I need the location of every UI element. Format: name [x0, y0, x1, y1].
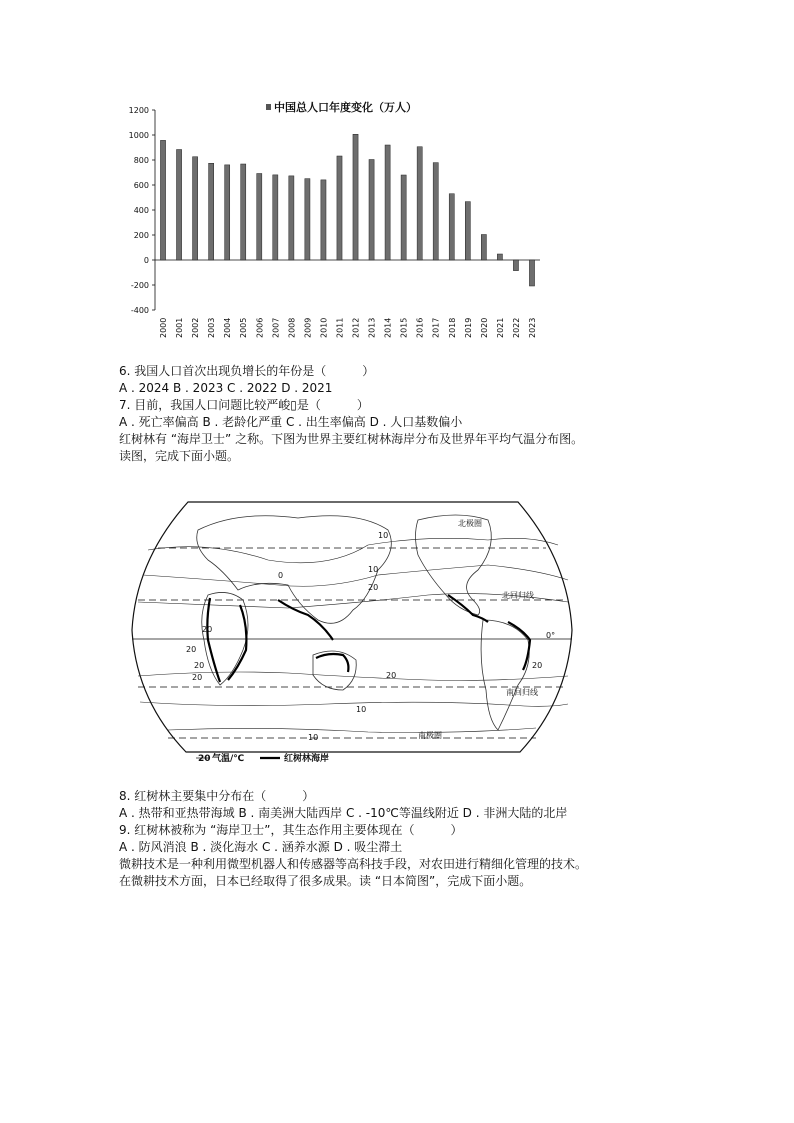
- world-mangrove-map: [128, 490, 576, 766]
- bar-2016: [417, 147, 422, 260]
- isotherm-label: 10: [356, 705, 367, 714]
- x-tick-label: 2010: [319, 317, 329, 338]
- x-tick-label: 2021: [495, 317, 505, 338]
- y-tick-label: 800: [133, 156, 149, 165]
- bar-2023: [529, 260, 534, 286]
- bar-2014: [385, 145, 390, 260]
- question-9: 9. 红树林被称为 “海岸卫士”，其生态作用主要体现在（ ）: [119, 823, 463, 837]
- bar-2000: [160, 140, 165, 260]
- x-tick-label: 2011: [335, 317, 345, 338]
- x-tick-label: 2014: [383, 317, 393, 338]
- bar-2021: [497, 254, 502, 260]
- question-7: 7. 目前，我国人口问题比较严峻▯是（ ）: [119, 398, 369, 412]
- x-tick-label: 2013: [367, 317, 377, 338]
- y-tick-label: -400: [130, 306, 149, 315]
- world-map-svg: [128, 490, 576, 766]
- x-tick-label: 2023: [527, 317, 537, 338]
- isotherm-label: 20: [532, 661, 543, 670]
- x-axis-labels: [159, 318, 537, 338]
- bar-2010: [321, 180, 326, 260]
- isotherm-label: 20: [202, 625, 213, 634]
- bar-2003: [209, 163, 214, 260]
- bars: [160, 134, 534, 286]
- x-tick-label: 2008: [287, 317, 297, 338]
- y-tick-label: 200: [133, 231, 149, 240]
- arctic-circle-label: 北极圈: [458, 519, 482, 528]
- x-tick-label: 2020: [479, 317, 489, 338]
- map-frame: [132, 502, 572, 752]
- question-6-options: A . 2024 B . 2023 C . 2022 D . 2021: [119, 381, 333, 395]
- legend-isotherm-value: 20: [198, 754, 211, 764]
- legend-swatch: [266, 104, 271, 110]
- x-tick-label: 2002: [191, 317, 201, 338]
- bar-2012: [353, 134, 358, 260]
- equator-label: 0°: [546, 631, 556, 640]
- legend-mangrove-label: 红树林海岸: [284, 754, 330, 764]
- x-tick-label: 2000: [159, 317, 169, 338]
- y-axis: [129, 106, 540, 315]
- bar-2007: [273, 175, 278, 260]
- question-8-options: A . 热带和亚热带海域 B . 南美洲大陆西岸 C . -10℃等温线附近 D . 非洲大陆的北岸: [119, 806, 568, 820]
- y-tick-label: 1000: [128, 131, 149, 140]
- x-tick-label: 2007: [271, 317, 281, 338]
- mangrove-intro-line-1: 红树林有 “海岸卫士” 之称。下图为世界主要红树林海岸分布及世界年平均气温分布图。: [119, 432, 584, 446]
- y-tick-label: -200: [130, 281, 149, 290]
- bar-2004: [225, 165, 230, 260]
- x-tick-label: 2019: [463, 317, 473, 338]
- bar-2006: [257, 174, 262, 261]
- bar-2020: [481, 235, 486, 261]
- isotherm-label: 20: [368, 583, 379, 592]
- population-chart-svg: [110, 96, 550, 346]
- question-7-options: A . 死亡率偏高 B . 老龄化严重 C . 出生率偏高 D . 人口基数偏小: [119, 415, 463, 429]
- bar-2017: [433, 163, 438, 260]
- x-tick-label: 2006: [255, 317, 265, 338]
- tropic-of-cancer-label: 北回归线: [502, 591, 534, 600]
- bar-2019: [465, 202, 470, 260]
- isotherm-label: 10: [378, 531, 389, 540]
- question-9-options: A . 防风消浪 B . 淡化海水 C . 涵养水源 D . 吸尘滞土: [119, 840, 403, 854]
- tropic-of-capricorn-label: 南回归线: [506, 688, 538, 697]
- bar-2002: [193, 157, 198, 260]
- y-tick-label: 400: [133, 206, 149, 215]
- bar-2013: [369, 160, 374, 261]
- x-tick-label: 2009: [303, 317, 313, 338]
- x-tick-label: 2015: [399, 317, 409, 338]
- isotherm-label: 10: [308, 733, 319, 742]
- x-tick-label: 2017: [431, 317, 441, 338]
- bar-2005: [241, 164, 246, 260]
- x-tick-label: 2018: [447, 317, 457, 338]
- legend-isotherm-label: 气温/℃: [212, 754, 245, 764]
- bar-2022: [513, 260, 518, 271]
- japan-intro-line-1: 微耕技术是一种利用微型机器人和传感器等高科技手段，对农田进行精细化管理的技术。: [119, 857, 588, 871]
- x-tick-label: 2016: [415, 317, 425, 338]
- y-tick-label: 0: [143, 256, 149, 265]
- x-tick-label: 2012: [351, 317, 361, 338]
- isotherm-label: 20: [386, 671, 397, 680]
- japan-intro-line-2: 在微耕技术方面，日本已经取得了很多成果。读 “日本简图”，完成下面小题。: [119, 874, 532, 888]
- question-8: 8. 红树林主要集中分布在（ ）: [119, 789, 315, 803]
- isotherm-label: 20: [186, 645, 197, 654]
- bar-2008: [289, 176, 294, 260]
- antarctic-circle-label: 南极圈: [418, 731, 442, 740]
- bar-2001: [176, 150, 181, 261]
- y-tick-label: 600: [133, 181, 149, 190]
- questions-block-2: [119, 788, 679, 890]
- bar-2018: [449, 194, 454, 260]
- isotherm-label: 10: [368, 565, 379, 574]
- chart-title: 中国总人口年度变化（万人）: [274, 101, 417, 114]
- population-change-chart: [110, 96, 550, 346]
- question-6: 6. 我国人口首次出现负增长的年份是（ ）: [119, 364, 375, 378]
- mangrove-intro-line-2: 读图，完成下面小题。: [119, 449, 240, 463]
- isotherm-label: 0: [278, 571, 284, 580]
- x-tick-label: 2001: [175, 317, 185, 338]
- bar-2009: [305, 179, 310, 260]
- isotherm-label: 20: [194, 661, 205, 670]
- isotherm-label: 20: [192, 673, 203, 682]
- y-tick-label: 1200: [128, 106, 149, 115]
- x-tick-label: 2005: [239, 317, 249, 338]
- questions-block-1: [119, 363, 679, 465]
- bar-2015: [401, 175, 406, 260]
- x-tick-label: 2022: [511, 317, 521, 338]
- x-tick-label: 2004: [223, 317, 233, 338]
- x-tick-label: 2003: [207, 317, 217, 338]
- bar-2011: [337, 156, 342, 260]
